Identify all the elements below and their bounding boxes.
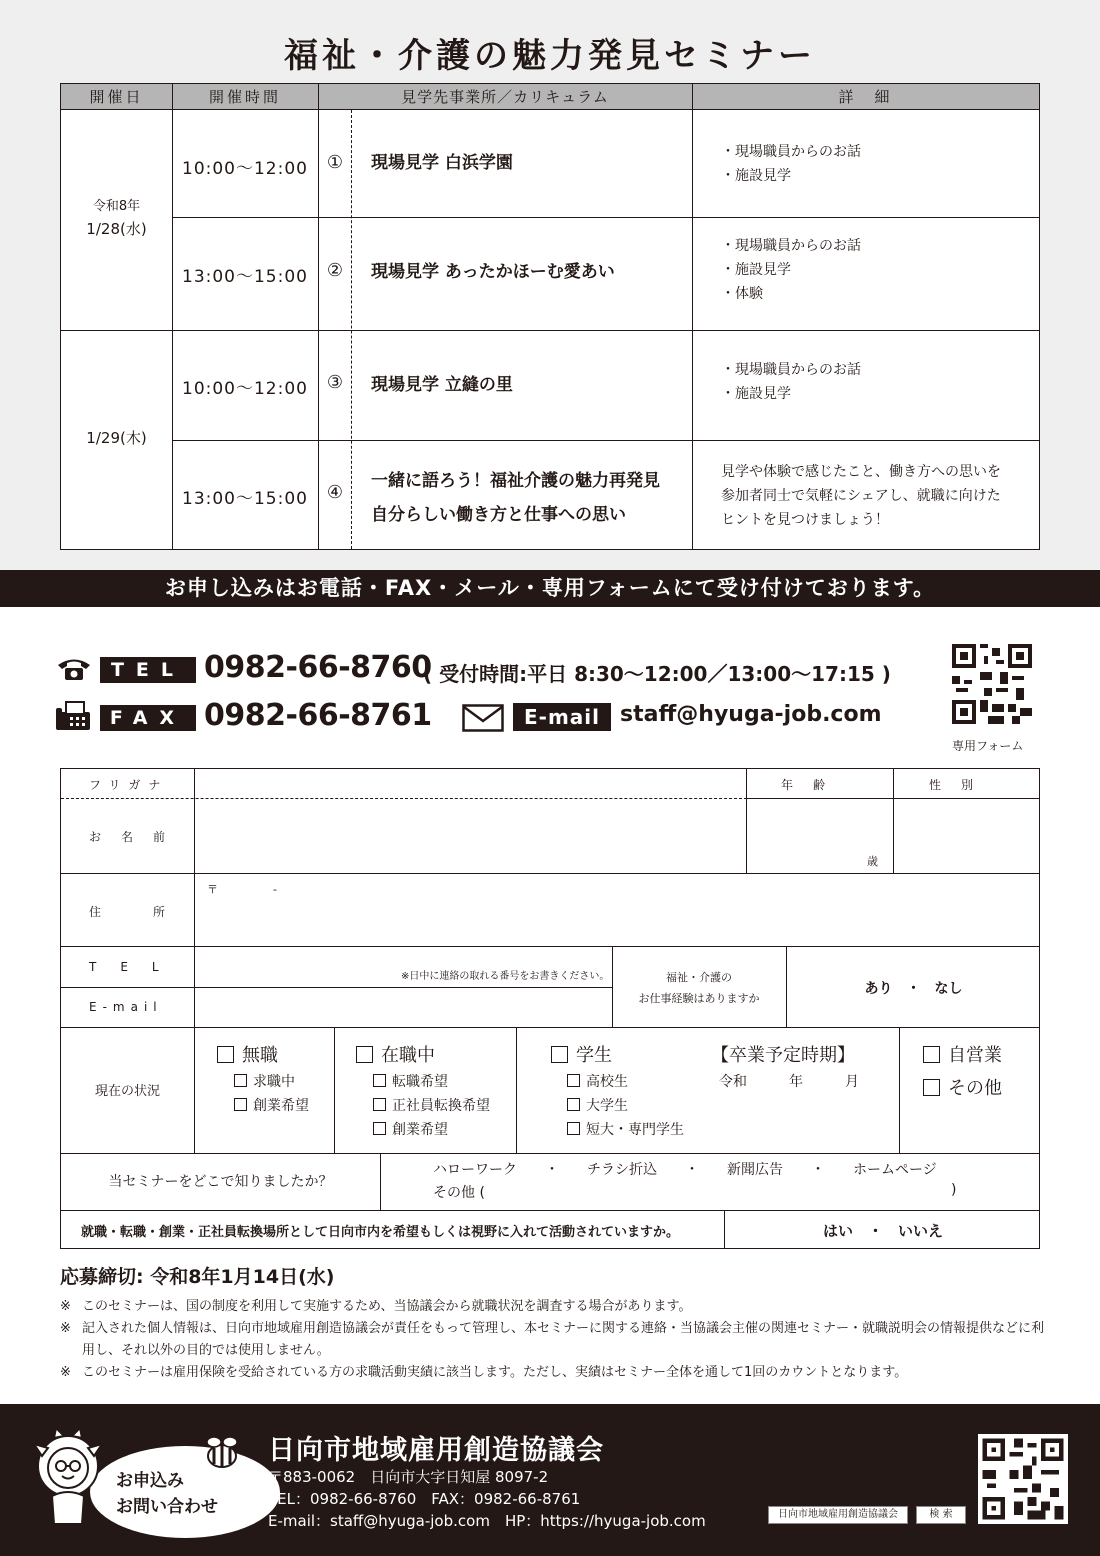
footer-address: 〒883-0062 日向市大字日知屋 8097-2 [268,1468,549,1486]
program-line: 現場見学 白浜学園 [371,153,513,173]
tel-field-label: TEL [89,960,183,974]
option-label: 正社員転換希望 [392,1098,490,1114]
option-label: 無職 [242,1045,278,1066]
divider [194,1027,195,1153]
search-text-box[interactable]: 日向市地域雇用創造協議会 [768,1506,908,1524]
form-qr-code[interactable] [952,644,1032,724]
detail-line: ヒントを見つけましょう！ [721,512,889,528]
email-input[interactable] [195,988,612,1027]
details-cell [721,358,1031,406]
note-text: 記入された個人情報は、日向市地域雇用創造協議会が責任をもって管理し、本セミナーに関する連絡・当協議会主催の関連セミナー・就職説明会の情報提供などに利用し、それ以外の目的では使用しません。 [82,1321,1045,1358]
option-other[interactable] [923,1074,1002,1100]
deadline: 応募締切: 令和8年1月14日(水) [60,1266,335,1288]
organization-name: 日向市地域雇用創造協議会 [268,1435,604,1466]
schedule-table [60,83,1040,550]
furigana-label: フリガナ [89,778,169,792]
option-job-seeking[interactable] [234,1070,309,1094]
detail-line: ・現場職員からのお話 [721,144,861,160]
graduation-fields[interactable]: 令和 年 月 [719,1074,859,1090]
date-day: 1/28(水) [86,220,147,238]
fax-number[interactable]: 0982-66-8761 [204,698,432,733]
option-label: 高校生 [586,1074,628,1090]
fax-icon [56,700,92,732]
option-label: 在職中 [381,1045,435,1066]
option-college[interactable] [567,1118,684,1142]
option-startup[interactable] [234,1094,309,1118]
detail-line: ・施設見学 [721,386,791,402]
student-options [567,1070,684,1142]
homepage-qr-code[interactable] [978,1434,1068,1524]
checkbox-icon [567,1122,580,1135]
option-label: 短大・専門学生 [586,1122,684,1138]
address-label: 住 所 [89,905,186,919]
employed-options [373,1070,490,1142]
option-label: 求職中 [253,1074,295,1090]
divider [61,1153,1039,1154]
divider [318,84,319,549]
program-name [371,368,691,402]
header-program: 見学先事業所／カリキュラム [318,84,692,110]
page-title: 福祉・介護の魅力発見セミナー [284,36,816,76]
gender-input[interactable] [894,799,1040,873]
checkbox-icon [567,1098,580,1111]
option-label: 転職希望 [392,1074,448,1090]
divider [899,1027,900,1153]
session-number: ② [326,260,344,281]
detail-line: ・施設見学 [721,262,791,278]
date-cell-2 [61,427,172,449]
note-mark: ※ [60,1299,71,1314]
email-address[interactable]: staff@hyuga-job.com [620,702,882,727]
contact-bubble [90,1446,280,1538]
address-input[interactable] [195,874,1040,946]
tel-input[interactable] [195,947,612,987]
checkbox-icon [923,1046,940,1063]
time-cell: 13:00～15:00 [182,267,308,287]
time-cell: 10:00～12:00 [182,379,308,399]
divider [61,1027,1039,1028]
option-label: 創業希望 [253,1098,309,1114]
program-line: 自分らしい働き方と仕事への思い [371,505,626,525]
option-label: 創業希望 [392,1122,448,1138]
option-employed[interactable] [356,1041,435,1067]
checkbox-icon [217,1046,234,1063]
tel-number[interactable]: 0982-66-8760 [204,650,432,685]
divider [516,1027,517,1153]
checkbox-icon [567,1074,580,1087]
name-input[interactable] [195,799,746,873]
checkbox-icon [234,1074,247,1087]
qr-caption: 専用フォーム [952,739,1024,753]
bee-icon [202,1434,242,1470]
option-unemployed[interactable] [217,1041,278,1067]
source-other-close: ) [951,1182,957,1198]
status-label: 現在の状況 [94,1084,160,1099]
detail-line: ・現場職員からのお話 [721,362,861,378]
program-name [371,464,691,532]
email-label: E-mail [513,703,611,731]
date-cell-1 [61,196,172,240]
detail-line: ・施設見学 [721,168,791,184]
option-label: その他 [948,1078,1002,1099]
divider [172,217,1039,218]
option-university[interactable] [567,1094,684,1118]
checkbox-icon [373,1098,386,1111]
header-time: 開催時間 [172,84,318,110]
session-number: ④ [326,482,344,503]
date-day: 1/29(木) [86,429,147,447]
option-student[interactable] [551,1041,612,1067]
divider [172,440,1039,441]
experience-answer[interactable]: あり ・ なし [864,981,963,997]
mail-icon [462,704,504,732]
unemployed-options [234,1070,309,1118]
note-item [60,1296,1050,1318]
time-cell: 10:00～12:00 [182,159,308,179]
date-era: 令和8年 [92,199,141,214]
checkbox-icon [234,1098,247,1111]
experience-line: お仕事経験はありますか [638,992,760,1005]
name-label: お名前 [89,830,186,844]
hyuga-answer[interactable]: はい ・ いいえ [822,1222,943,1240]
source-question: 当セミナーをどこで知りましたか？ [108,1174,333,1190]
detail-line: ・体験 [721,286,763,302]
program-name [371,146,691,180]
fax-label: FAX [100,705,196,731]
bubble-line: お問い合わせ [116,1497,218,1517]
age-label: 年 齢 [781,778,830,792]
search-button[interactable]: 検 索 [916,1506,966,1524]
option-label: 自営業 [948,1045,1002,1066]
note-item [60,1362,1050,1384]
hyuga-question: 就職・転職・創業・正社員転換場所として日向市内を希望もしくは視野に入れて活動されていますか。 [81,1225,680,1240]
note-text: このセミナーは雇用保険を受給されている方の求職活動実績に該当します。ただし、実績はセミナー全体を通して1回のカウントとなります。 [82,1365,908,1380]
tel-note: ※日中に連絡の取れる番号をお書きください。 [401,971,610,982]
time-cell: 13:00～15:00 [182,489,308,509]
divider [380,1153,381,1210]
divider [692,84,693,549]
bubble-line: お申込み [116,1471,184,1491]
session-number: ① [326,152,344,173]
option-regular-conversion[interactable] [373,1094,490,1118]
note-text: このセミナーは、国の制度を利用して実施するため、当協議会から就職状況を調査する場合があります。 [82,1299,692,1314]
divider [334,1027,335,1153]
header-details: 詳 細 [692,84,1039,110]
note-mark: ※ [60,1321,71,1336]
program-line: 現場見学 立縫の里 [371,375,513,395]
divider [61,1210,1039,1211]
note-item [60,1318,1050,1362]
note-mark: ※ [60,1365,71,1380]
detail-line: 見学や体験で感じたこと、働き方への思いを [721,464,1001,480]
option-label: 大学生 [586,1098,628,1114]
application-banner: お申し込みはお電話・FAX・メール・専用フォームにて受け付けております。 [0,570,1100,607]
gender-label: 性 別 [929,778,978,792]
notes [60,1296,1050,1384]
program-line: 一緒に語ろう！福祉介護の魅力再発見 [371,471,660,491]
experience-line: 福祉・介護の [666,971,732,984]
session-number: ③ [326,372,344,393]
experience-question [612,967,786,1009]
option-startup[interactable] [373,1118,490,1142]
age-unit: 歳 [867,855,878,868]
checkbox-icon [373,1122,386,1135]
application-form [60,768,1040,1249]
postal-code: 〒 - [207,883,277,896]
tel-hours: ( 受付時間:平日 8:30～12:00／13:00～17:15 ) [423,662,891,686]
details-cell [721,140,1031,188]
checkbox-icon [923,1079,940,1096]
detail-line: ・現場職員からのお話 [721,238,861,254]
header-date: 開催日 [61,84,172,110]
email-field-label: E-mail [89,1000,163,1014]
option-high-school[interactable] [567,1070,684,1094]
checkbox-icon [356,1046,373,1063]
phone-icon [56,656,92,682]
checkbox-icon [373,1074,386,1087]
option-self-employed[interactable] [923,1041,1002,1067]
tel-label: TEL [100,657,196,683]
option-label: 学生 [576,1045,612,1066]
details-cell [721,234,1031,306]
mascot-icon [28,1426,108,1526]
graduation-label: 【卒業予定時期】 [711,1045,855,1066]
program-name [371,255,691,289]
footer [0,1404,1100,1556]
option-job-change[interactable] [373,1070,490,1094]
checkbox-icon [551,1046,568,1063]
footer-email-hp[interactable]: E-mail：staff@hyuga-job.com HP：https://hyuga-job.com [268,1512,706,1530]
footer-telfax: TEL：0982-66-8760 FAX：0982-66-8761 [268,1490,581,1508]
details-cell [721,460,1031,532]
program-line: 現場見学 あったかほーむ愛あい [371,262,615,282]
detail-line: 参加者同士で気軽にシェアし、就職に向けた [721,488,1001,504]
source-options[interactable]: ハローワーク ・ チラシ折込 ・ 新聞広告 ・ ホームページ [433,1162,937,1178]
divider [61,330,1039,331]
source-other[interactable]: その他 ( [433,1185,485,1201]
